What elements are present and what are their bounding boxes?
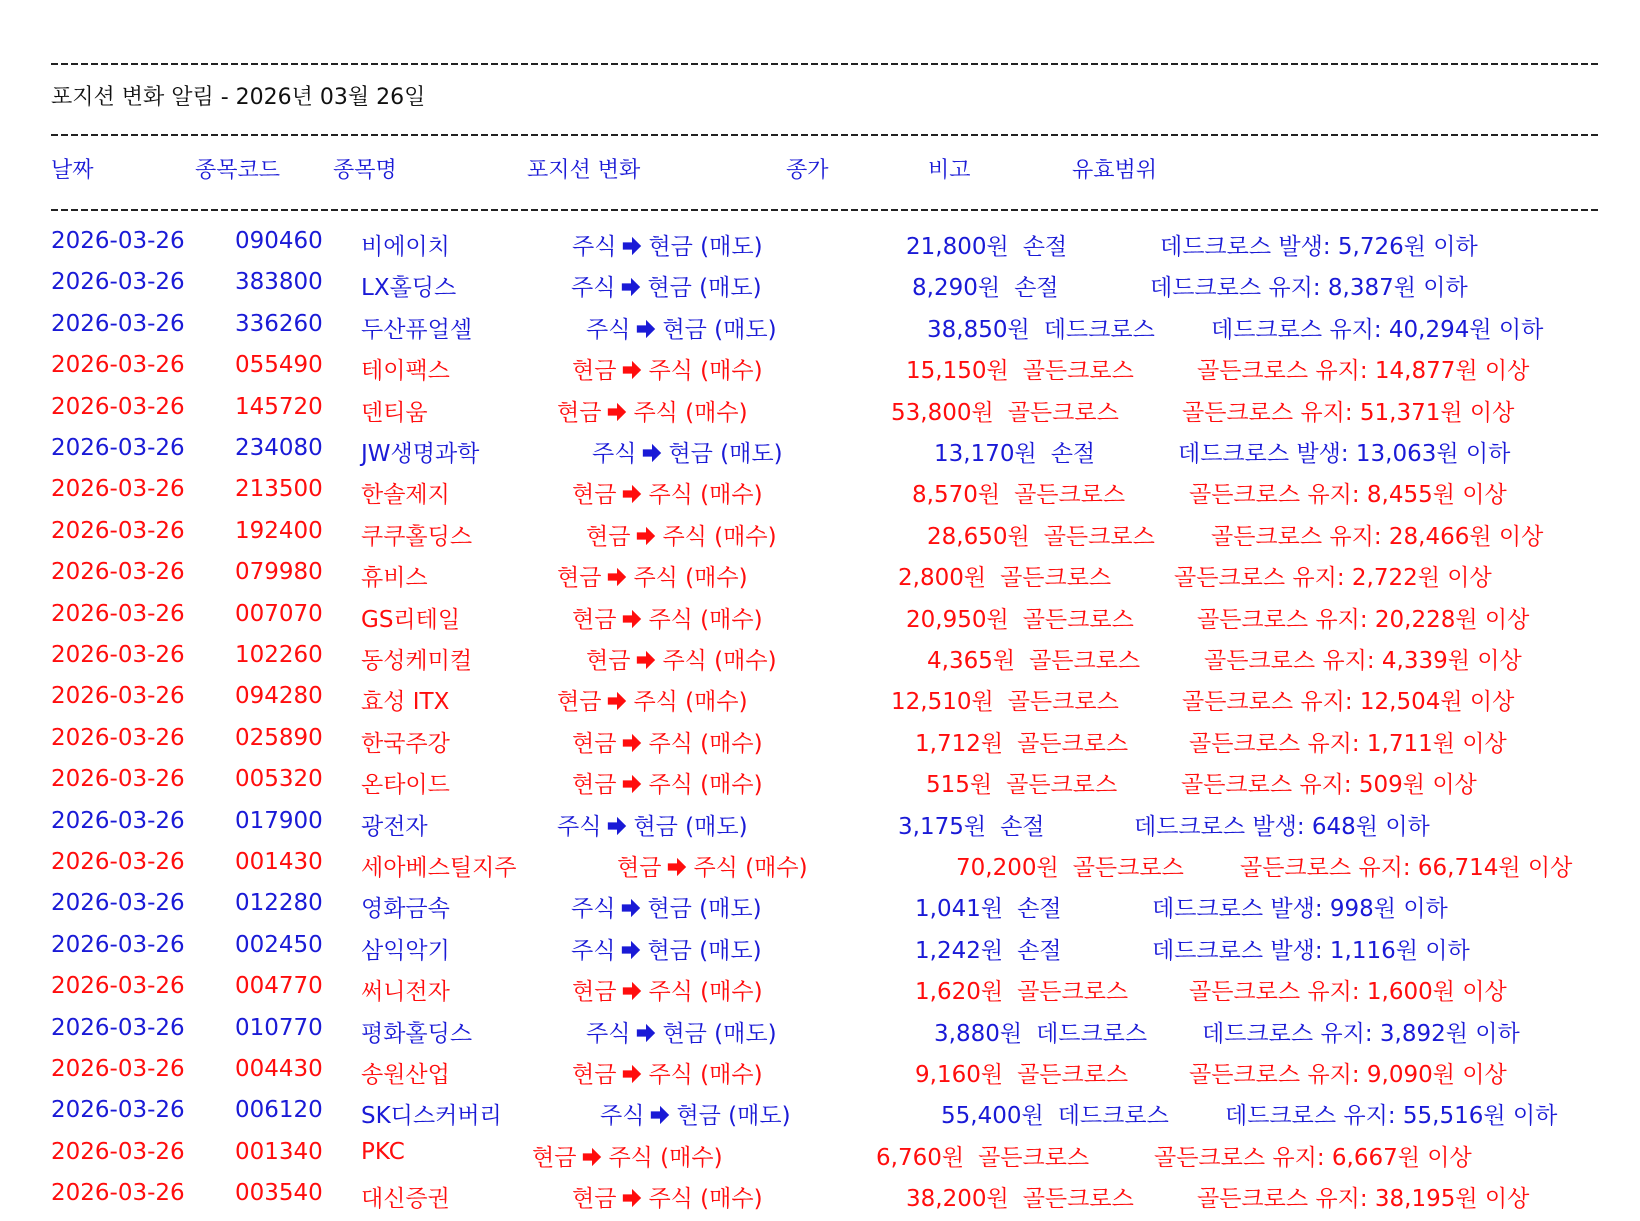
- cell-date: 2026-03-26: [51, 973, 185, 1000]
- position-from: 현금: [586, 648, 631, 674]
- cell-name: 대신증권: [361, 1186, 450, 1213]
- cell-range: 골든크로스 유지: 12,504원 이상: [1182, 689, 1515, 716]
- cell-range: 골든크로스 유지: 1,711원 이상: [1189, 730, 1507, 757]
- cell-name: 휴비스: [361, 565, 428, 592]
- cell-price: [876, 1139, 1089, 1172]
- position-to: 주식 (매수): [662, 523, 777, 550]
- cell-price: [915, 725, 1128, 758]
- arrow-right-icon: [621, 235, 643, 257]
- note-value: 손절: [1000, 813, 1045, 840]
- arrow-right-icon: [621, 732, 643, 754]
- cell-position: [557, 683, 748, 716]
- cell-range: 골든크로스 유지: 66,714원 이상: [1240, 855, 1573, 881]
- arrow-right-icon: [641, 442, 663, 464]
- cell-position: [532, 1139, 723, 1172]
- cell-position: [572, 1056, 763, 1089]
- position-to: 주식 (매수): [693, 855, 808, 881]
- cell-code: 025890: [235, 724, 323, 751]
- cell-range: 데드크로스 유지: 55,516원 이하: [1225, 1103, 1558, 1130]
- cell-position: [572, 352, 763, 385]
- table-row: [0, 808, 1640, 849]
- position-from: 주식: [586, 316, 631, 343]
- price-value: 3,880원: [934, 1020, 1023, 1047]
- note-value: 골든크로스: [1043, 523, 1155, 550]
- cell-range: 골든크로스 유지: 28,466원 이상: [1211, 523, 1544, 550]
- position-to: 주식 (매수): [648, 1062, 763, 1088]
- cell-position: [572, 601, 763, 634]
- table-row: [0, 725, 1640, 766]
- cell-code: 102260: [235, 642, 323, 668]
- position-from: 주식: [600, 1103, 645, 1130]
- cell-code: 192400: [235, 517, 323, 544]
- position-from: 주식: [571, 937, 616, 964]
- cell-date: 2026-03-26: [51, 517, 185, 544]
- cell-date: 2026-03-26: [51, 269, 185, 296]
- position-to: 현금 (매도): [676, 1103, 791, 1130]
- table-row: [0, 1180, 1640, 1221]
- position-to: 주식 (매수): [648, 730, 763, 757]
- cell-name: 덴티움: [361, 399, 428, 426]
- cell-range: 골든크로스 유지: 20,228원 이상: [1197, 606, 1530, 633]
- arrow-right-icon: [621, 608, 643, 630]
- cell-range: 데드크로스 유지: 8,387원 이하: [1150, 275, 1468, 302]
- note-value: 데드크로스: [1043, 316, 1155, 343]
- cell-position: [600, 1097, 791, 1130]
- cell-date: 2026-03-26: [51, 807, 185, 834]
- note-value: 골든크로스: [1072, 855, 1184, 881]
- cell-date: 2026-03-26: [51, 1097, 185, 1124]
- price-value: 8,290원: [912, 275, 1001, 302]
- cell-name: 한국주강: [361, 730, 450, 757]
- position-to: 현금 (매도): [647, 937, 762, 964]
- cell-date: 2026-03-26: [51, 1056, 185, 1082]
- cell-date: 2026-03-26: [51, 724, 185, 751]
- price-value: 12,510원: [891, 689, 994, 716]
- cell-date: 2026-03-26: [51, 766, 185, 793]
- cell-price: [891, 683, 1119, 716]
- cell-price: [934, 1015, 1147, 1048]
- cell-price: [898, 559, 1111, 592]
- cell-range: 골든크로스 유지: 8,455원 이상: [1189, 482, 1507, 509]
- cell-range: 골든크로스 유지: 4,339원 이상: [1204, 648, 1522, 674]
- cell-price: [941, 1097, 1169, 1130]
- cell-name: 송원산업: [361, 1062, 450, 1088]
- arrow-right-icon: [620, 939, 642, 961]
- note-value: 골든크로스: [1006, 772, 1118, 799]
- cell-name: SK디스커버리: [361, 1103, 502, 1130]
- position-to: 주식 (매수): [633, 689, 748, 716]
- table-row: [0, 890, 1640, 931]
- cell-name: PKC: [361, 1138, 405, 1165]
- table-row: [0, 435, 1640, 476]
- position-to: 주식 (매수): [662, 648, 777, 674]
- cell-name: 쿠쿠홀딩스: [361, 523, 473, 550]
- cell-name: 평화홀딩스: [361, 1020, 473, 1047]
- arrow-right-icon: [620, 897, 642, 919]
- position-from: 현금: [586, 523, 631, 550]
- cell-date: 2026-03-26: [51, 1138, 185, 1165]
- arrow-right-icon: [635, 318, 657, 340]
- position-from: 현금: [557, 565, 602, 592]
- position-from: 주식: [586, 1020, 631, 1047]
- arrow-right-icon: [621, 483, 643, 505]
- price-value: 4,365원: [927, 648, 1016, 674]
- note-value: 데드크로스: [1057, 1103, 1169, 1130]
- price-value: 55,400원: [941, 1103, 1044, 1130]
- position-to: 주식 (매수): [648, 772, 763, 799]
- position-from: 현금: [557, 399, 602, 426]
- price-value: 53,800원: [891, 399, 994, 426]
- note-value: 데드크로스: [1036, 1020, 1148, 1047]
- note-value: 손절: [1022, 234, 1068, 260]
- note-value: 손절: [1014, 275, 1059, 302]
- cell-date: 2026-03-26: [51, 642, 185, 668]
- cell-position: [572, 766, 763, 799]
- cell-price: [927, 311, 1155, 344]
- cell-price: [915, 1056, 1128, 1089]
- cell-price: [926, 766, 1117, 799]
- cell-code: 006120: [235, 1097, 323, 1124]
- cell-date: 2026-03-26: [51, 1014, 185, 1041]
- cell-position: [617, 849, 808, 882]
- cell-range: 골든크로스 유지: 9,090원 이상: [1189, 1062, 1507, 1088]
- divider-header: [51, 209, 1601, 211]
- cell-range: 골든크로스 유지: 14,877원 이상: [1197, 358, 1530, 385]
- arrow-right-icon: [606, 690, 628, 712]
- price-value: 6,760원: [876, 1144, 965, 1171]
- price-value: 8,570원: [912, 482, 1001, 509]
- cell-code: 383800: [235, 269, 323, 296]
- price-value: 21,800원: [906, 234, 1009, 260]
- note-value: 손절: [1017, 937, 1062, 964]
- table-row: [0, 394, 1640, 435]
- cell-code: 004430: [235, 1056, 323, 1082]
- position-from: 현금: [572, 606, 617, 633]
- cell-price: [906, 601, 1134, 634]
- arrow-right-icon: [635, 1022, 657, 1044]
- table-row: [0, 1139, 1640, 1180]
- cell-date: 2026-03-26: [51, 310, 185, 337]
- col-header-code: 종목코드: [195, 158, 281, 183]
- arrow-right-icon: [621, 359, 643, 381]
- cell-date: 2026-03-26: [51, 1180, 185, 1207]
- table-row: [0, 476, 1640, 517]
- cell-range: 데드크로스 유지: 40,294원 이하: [1211, 316, 1544, 343]
- cell-position: [572, 973, 763, 1006]
- cell-date: 2026-03-26: [51, 393, 185, 420]
- note-value: 손절: [1050, 441, 1096, 467]
- price-value: 515원: [926, 772, 993, 799]
- price-value: 13,170원: [934, 441, 1037, 467]
- cell-name: 한솔제지: [361, 482, 450, 509]
- price-value: 1,242원: [915, 937, 1004, 964]
- arrow-right-icon: [606, 401, 628, 423]
- cell-price: [956, 849, 1184, 882]
- price-value: 2,800원: [898, 565, 987, 592]
- position-from: 현금: [617, 855, 662, 881]
- cell-code: 055490: [235, 352, 323, 379]
- cell-position: [586, 518, 777, 551]
- table-row: [0, 932, 1640, 973]
- col-header-name: 종목명: [333, 158, 397, 183]
- cell-code: 001340: [235, 1138, 323, 1165]
- cell-price: [912, 476, 1125, 509]
- page-title: 포지션 변화 알림 - 2026년 03월 26일: [51, 85, 426, 110]
- position-to: 주식 (매수): [648, 1186, 763, 1213]
- cell-price: [934, 435, 1095, 468]
- cell-name: 삼익악기: [361, 937, 450, 964]
- cell-date: 2026-03-26: [51, 435, 185, 461]
- table-row: [0, 311, 1640, 352]
- price-value: 28,650원: [927, 523, 1030, 550]
- cell-name: 효성 ITX: [361, 689, 450, 716]
- cell-price: [906, 352, 1134, 385]
- price-value: 3,175원: [898, 813, 987, 840]
- cell-range: 데드크로스 유지: 3,892원 이하: [1202, 1020, 1520, 1047]
- price-value: 9,160원: [915, 1062, 1004, 1088]
- price-value: 1,712원: [915, 730, 1004, 757]
- col-header-note: 비고: [928, 158, 971, 183]
- table-row: [0, 1097, 1640, 1138]
- position-to: 현금 (매도): [662, 316, 777, 343]
- position-from: 주식: [572, 234, 617, 260]
- cell-date: 2026-03-26: [51, 683, 185, 710]
- position-to: 주식 (매수): [608, 1144, 723, 1171]
- arrow-right-icon: [606, 566, 628, 588]
- cell-range: 골든크로스 유지: 6,667원 이상: [1154, 1144, 1472, 1171]
- note-value: 손절: [1017, 896, 1062, 923]
- position-to: 주식 (매수): [648, 606, 763, 633]
- cell-code: 003540: [235, 1180, 323, 1207]
- price-value: 38,850원: [927, 316, 1030, 343]
- cell-date: 2026-03-26: [51, 931, 185, 958]
- position-from: 주식: [592, 441, 637, 467]
- cell-date: 2026-03-26: [51, 890, 185, 917]
- position-from: 주식: [571, 896, 616, 923]
- position-from: 현금: [572, 1062, 617, 1088]
- arrow-right-icon: [649, 1104, 671, 1126]
- arrow-right-icon: [581, 1146, 603, 1168]
- cell-code: 012280: [235, 890, 323, 917]
- table-row: [0, 683, 1640, 724]
- table-row: [0, 269, 1640, 310]
- cell-price: [898, 808, 1045, 841]
- cell-position: [586, 311, 777, 344]
- table-row: [0, 559, 1640, 600]
- arrow-right-icon: [666, 856, 688, 878]
- arrow-right-icon: [621, 1187, 643, 1209]
- cell-range: 골든크로스 유지: 38,195원 이상: [1197, 1186, 1530, 1213]
- cell-code: 004770: [235, 973, 323, 1000]
- table-row: [0, 973, 1640, 1014]
- position-to: 주식 (매수): [648, 358, 763, 385]
- cell-position: [592, 435, 783, 468]
- position-to: 현금 (매도): [647, 275, 762, 302]
- arrow-right-icon: [606, 815, 628, 837]
- cell-code: 010770: [235, 1014, 323, 1041]
- cell-position: [572, 476, 763, 509]
- cell-date: 2026-03-26: [51, 600, 185, 627]
- arrow-right-icon: [621, 980, 643, 1002]
- position-from: 현금: [572, 772, 617, 799]
- cell-code: 090460: [235, 228, 323, 254]
- arrow-right-icon: [621, 773, 643, 795]
- cell-price: [912, 269, 1059, 302]
- position-from: 현금: [557, 689, 602, 716]
- note-value: 골든크로스: [1029, 648, 1141, 674]
- position-to: 주식 (매수): [633, 565, 748, 592]
- table-row: [0, 228, 1640, 269]
- cell-name: 두산퓨얼셀: [361, 316, 473, 343]
- note-value: 골든크로스: [1022, 1186, 1134, 1213]
- cell-name: 써니전자: [361, 979, 450, 1006]
- cell-code: 001430: [235, 849, 323, 875]
- position-from: 현금: [572, 482, 617, 509]
- cell-name: 세아베스틸지주: [361, 855, 517, 881]
- cell-range: 골든크로스 유지: 1,600원 이상: [1189, 979, 1507, 1006]
- cell-code: 094280: [235, 683, 323, 710]
- position-to: 현금 (매도): [647, 896, 762, 923]
- cell-position: [557, 559, 748, 592]
- cell-price: [915, 932, 1062, 965]
- note-value: 골든크로스: [1014, 482, 1126, 509]
- position-from: 현금: [532, 1144, 577, 1171]
- note-value: 골든크로스: [1007, 689, 1119, 716]
- note-value: 골든크로스: [1017, 979, 1129, 1006]
- cell-name: 온타이드: [361, 772, 450, 799]
- cell-range: 데드크로스 발생: 1,116원 이하: [1152, 937, 1470, 964]
- cell-code: 145720: [235, 393, 323, 420]
- cell-name: 광전자: [361, 813, 428, 840]
- position-from: 현금: [572, 358, 617, 385]
- cell-range: 데드크로스 발생: 13,063원 이하: [1178, 441, 1511, 467]
- cell-date: 2026-03-26: [51, 849, 185, 875]
- cell-name: 테이팩스: [361, 358, 450, 385]
- arrow-right-icon: [621, 1063, 643, 1085]
- note-value: 골든크로스: [1000, 565, 1112, 592]
- cell-position: [572, 228, 763, 261]
- cell-range: 데드크로스 발생: 648원 이하: [1134, 813, 1430, 840]
- cell-code: 002450: [235, 931, 323, 958]
- cell-position: [571, 890, 762, 923]
- cell-range: 데드크로스 발생: 998원 이하: [1152, 896, 1448, 923]
- cell-name: 비에이치: [361, 234, 450, 260]
- cell-position: [571, 932, 762, 965]
- position-from: 현금: [572, 1186, 617, 1213]
- position-to: 현금 (매도): [668, 441, 783, 467]
- cell-position: [571, 269, 762, 302]
- position-to: 현금 (매도): [633, 813, 748, 840]
- cell-price: [927, 642, 1140, 675]
- table-row: [0, 1015, 1640, 1056]
- table-row: [0, 1056, 1640, 1097]
- table-row: [0, 601, 1640, 642]
- cell-code: 234080: [235, 435, 323, 461]
- cell-range: 골든크로스 유지: 2,722원 이상: [1174, 565, 1492, 592]
- price-value: 1,041원: [915, 896, 1004, 923]
- table-row: [0, 518, 1640, 559]
- cell-name: LX홀딩스: [361, 275, 457, 302]
- cell-name: JW생명과학: [361, 441, 480, 467]
- cell-position: [572, 1180, 763, 1213]
- position-to: 주식 (매수): [633, 399, 748, 426]
- cell-code: 017900: [235, 807, 323, 834]
- col-header-date: 날짜: [51, 158, 94, 183]
- cell-range: 골든크로스 유지: 51,371원 이상: [1182, 399, 1515, 426]
- note-value: 골든크로스: [1022, 606, 1134, 633]
- cell-price: [906, 228, 1067, 261]
- arrow-right-icon: [635, 649, 657, 671]
- cell-date: 2026-03-26: [51, 228, 185, 254]
- arrow-right-icon: [635, 525, 657, 547]
- divider-title: [51, 134, 1601, 136]
- cell-range: 골든크로스 유지: 509원 이상: [1181, 772, 1477, 799]
- arrow-right-icon: [620, 276, 642, 298]
- table-row: [0, 642, 1640, 683]
- price-value: 38,200원: [906, 1186, 1009, 1213]
- cell-position: [557, 394, 748, 427]
- note-value: 골든크로스: [1007, 399, 1119, 426]
- cell-position: [557, 808, 748, 841]
- cell-position: [572, 725, 763, 758]
- note-value: 골든크로스: [1017, 1062, 1129, 1088]
- table-row: [0, 352, 1640, 393]
- position-to: 주식 (매수): [648, 979, 763, 1006]
- col-header-price: 종가: [786, 158, 829, 183]
- cell-position: [586, 642, 777, 675]
- cell-price: [906, 1180, 1134, 1213]
- cell-code: 079980: [235, 559, 323, 586]
- cell-code: 213500: [235, 476, 323, 503]
- price-value: 20,950원: [906, 606, 1009, 633]
- position-from: 주식: [557, 813, 602, 840]
- cell-code: 007070: [235, 600, 323, 627]
- cell-price: [915, 973, 1128, 1006]
- price-value: 1,620원: [915, 979, 1004, 1006]
- cell-date: 2026-03-26: [51, 476, 185, 503]
- table-row: [0, 849, 1640, 890]
- cell-price: [891, 394, 1119, 427]
- col-header-position: 포지션 변화: [527, 158, 641, 183]
- cell-date: 2026-03-26: [51, 559, 185, 586]
- cell-price: [915, 890, 1062, 923]
- position-from: 주식: [571, 275, 616, 302]
- col-header-range: 유효범위: [1072, 158, 1158, 183]
- cell-date: 2026-03-26: [51, 352, 185, 379]
- position-to: 현금 (매도): [662, 1020, 777, 1047]
- price-value: 70,200원: [956, 855, 1059, 881]
- cell-name: 영화금속: [361, 896, 450, 923]
- position-from: 현금: [572, 730, 617, 757]
- note-value: 골든크로스: [978, 1144, 1090, 1171]
- table-row: [0, 766, 1640, 807]
- position-to: 주식 (매수): [648, 482, 763, 509]
- cell-code: 005320: [235, 766, 323, 793]
- price-value: 15,150원: [906, 358, 1009, 385]
- cell-code: 336260: [235, 310, 323, 337]
- cell-name: GS리테일: [361, 606, 461, 633]
- cell-range: 데드크로스 발생: 5,726원 이하: [1160, 234, 1478, 260]
- position-to: 현금 (매도): [648, 234, 763, 260]
- cell-position: [586, 1015, 777, 1048]
- position-from: 현금: [572, 979, 617, 1006]
- note-value: 골든크로스: [1022, 358, 1134, 385]
- divider-top: [51, 63, 1601, 65]
- cell-price: [927, 518, 1155, 551]
- cell-name: 동성케미컬: [361, 648, 473, 674]
- note-value: 골든크로스: [1017, 730, 1129, 757]
